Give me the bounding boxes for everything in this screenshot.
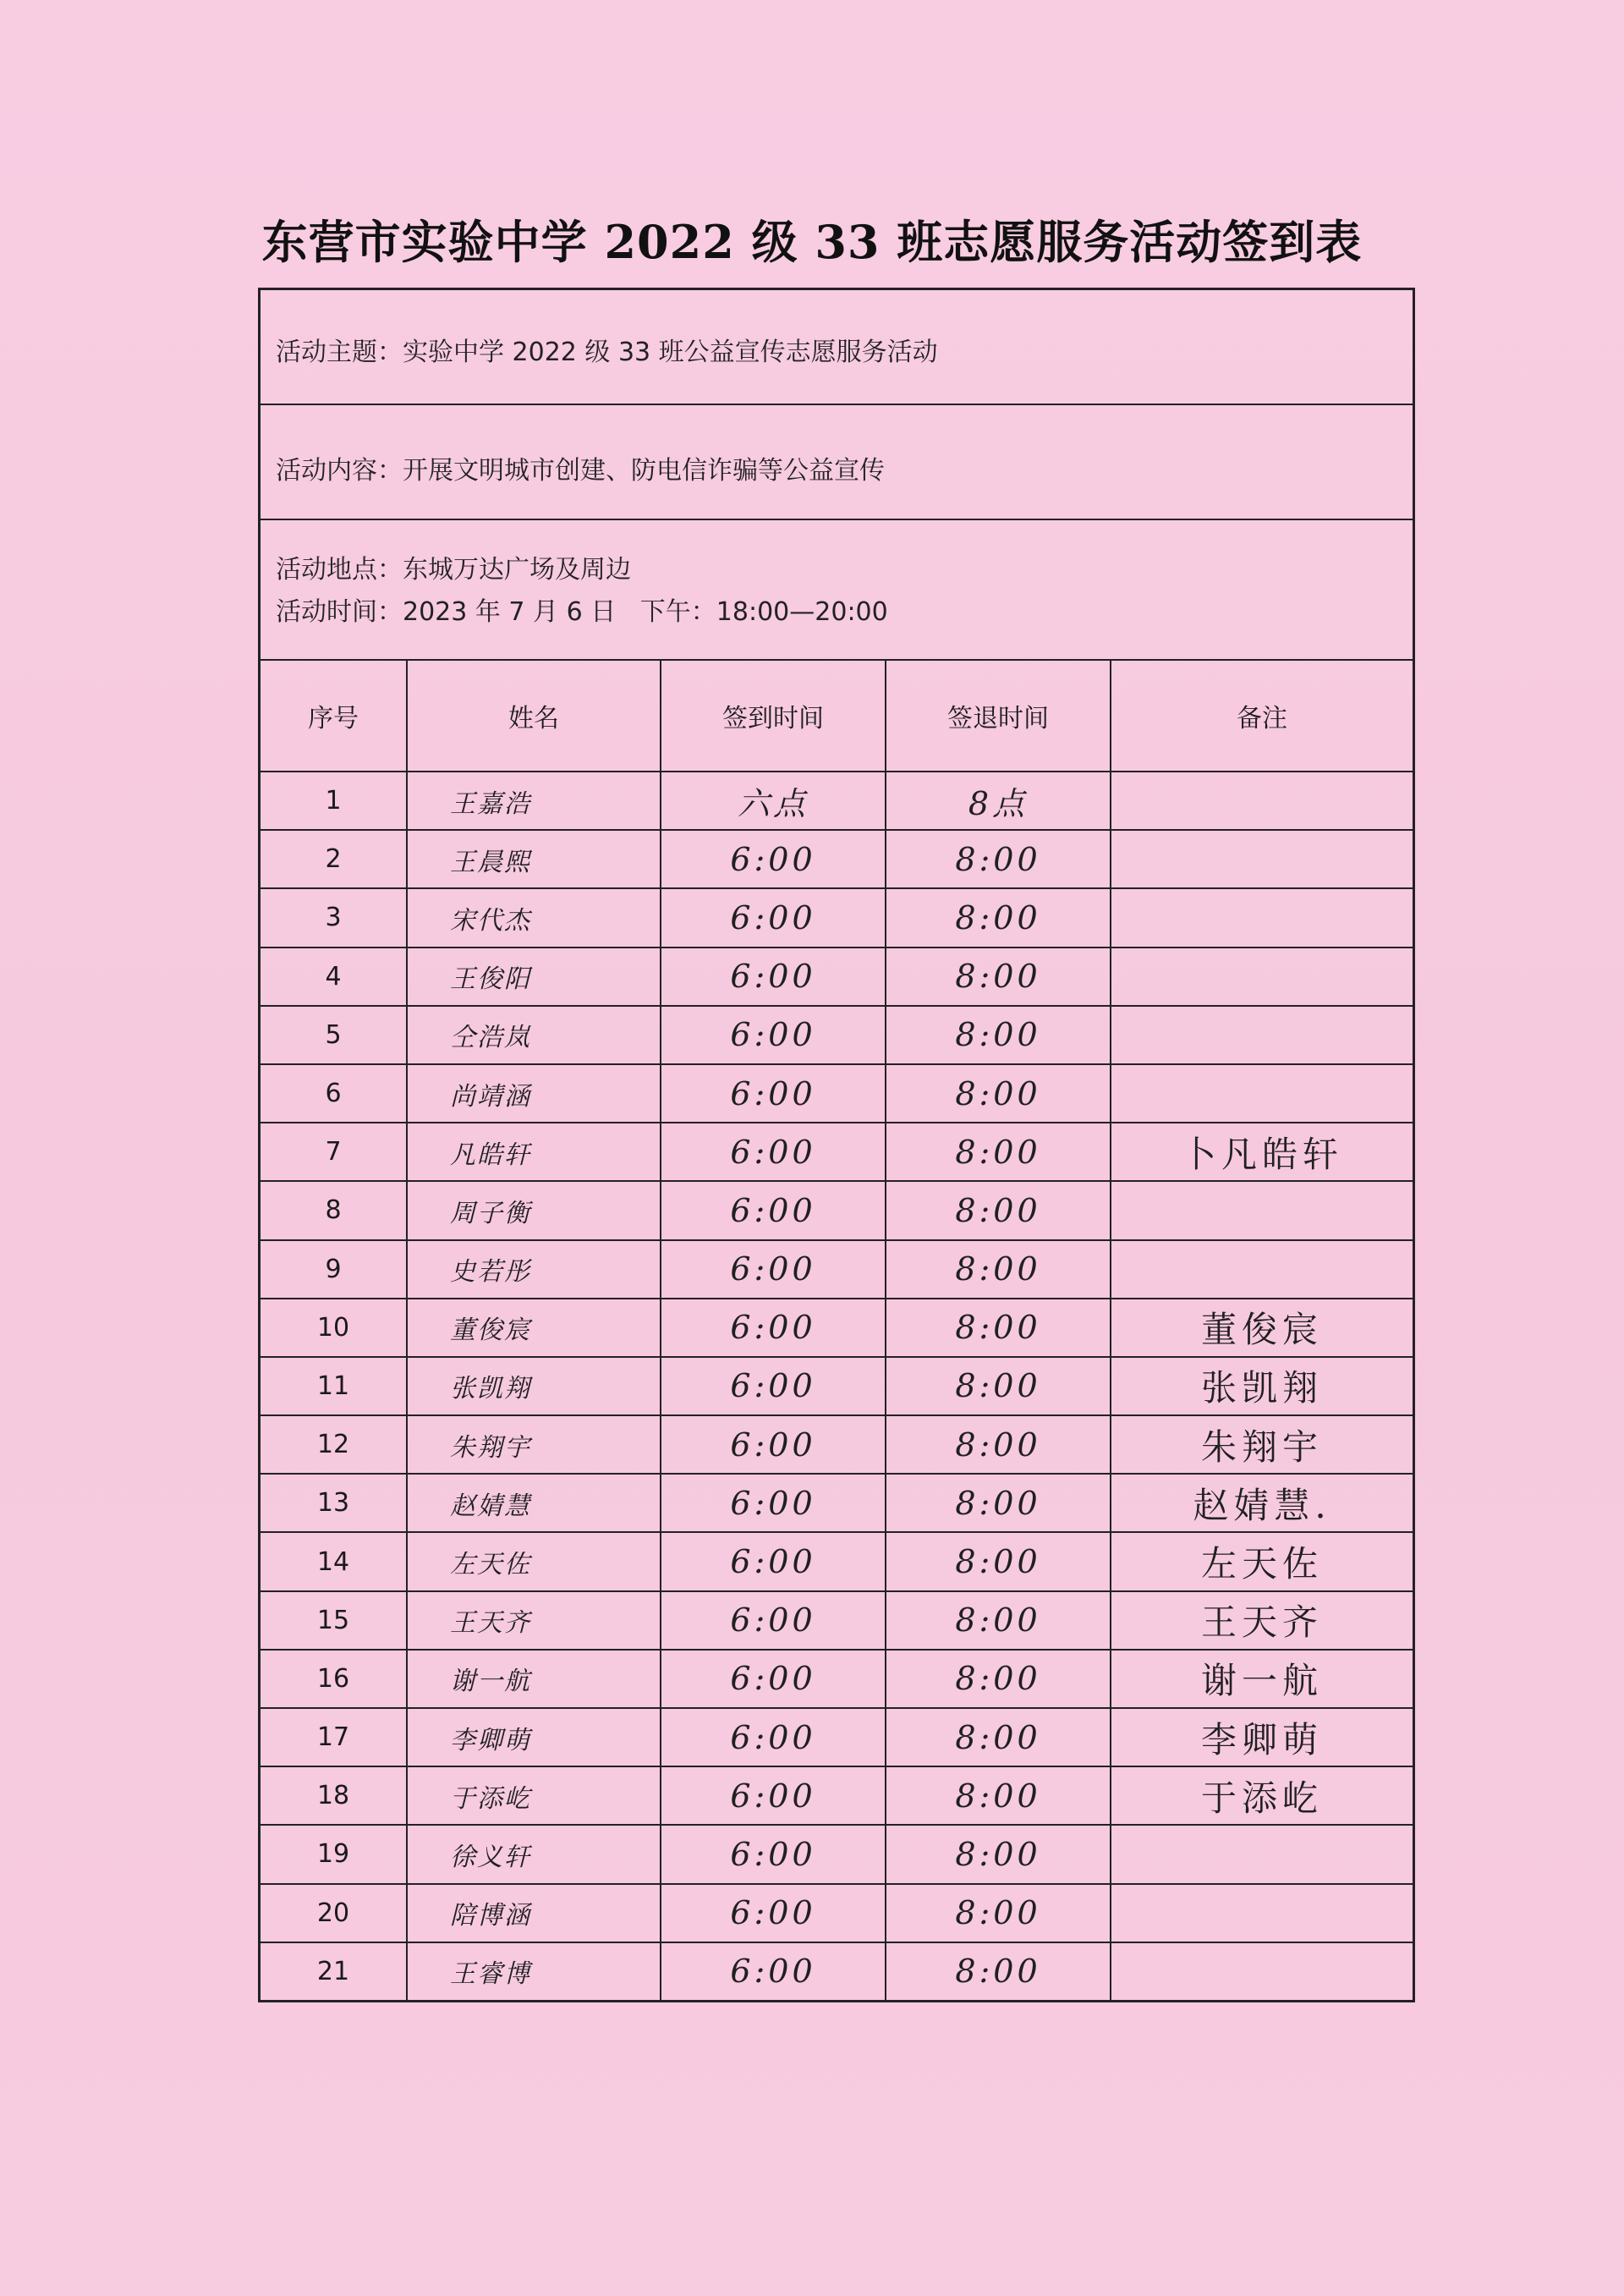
row-name-signature: 陪博涵 xyxy=(407,1884,661,1942)
table-header-row xyxy=(261,661,1413,772)
row-sign-out-time: 8:00 xyxy=(886,1064,1111,1123)
place-label: 活动地点： xyxy=(276,555,403,585)
row-name-signature: 王嘉浩 xyxy=(407,772,661,830)
row-number: 9 xyxy=(261,1240,407,1299)
row-sign-out-time: 8:00 xyxy=(886,1006,1111,1064)
table-row xyxy=(261,1415,1413,1474)
row-remark xyxy=(1111,772,1413,830)
table-row xyxy=(261,1650,1413,1708)
row-name-signature: 赵婧慧 xyxy=(407,1474,661,1532)
row-sign-in-time: 6:00 xyxy=(661,1240,886,1299)
row-sign-in-time: 6:00 xyxy=(661,1532,886,1590)
row-remark xyxy=(1111,1884,1413,1942)
row-number: 7 xyxy=(261,1123,407,1181)
row-remark: 左天佐 xyxy=(1111,1532,1413,1590)
row-sign-in-time: 6:00 xyxy=(661,830,886,888)
row-number: 15 xyxy=(261,1591,407,1650)
row-sign-in-time: 6:00 xyxy=(661,1181,886,1239)
row-number: 18 xyxy=(261,1766,407,1825)
row-name-signature: 左天佐 xyxy=(407,1532,661,1590)
document-title: 东营市实验中学 2022 级 33 班志愿服务活动签到表 xyxy=(261,215,1363,269)
table-row xyxy=(261,1006,1413,1064)
row-sign-in-time: 6:00 xyxy=(661,888,886,947)
row-number: 10 xyxy=(261,1299,407,1357)
header-remarks: 备注 xyxy=(1111,661,1413,772)
row-name-signature: 史若彤 xyxy=(407,1240,661,1299)
row-remark: 于添屹 xyxy=(1111,1766,1413,1825)
row-sign-in-time: 6:00 xyxy=(661,1708,886,1766)
table-row xyxy=(261,772,1413,830)
table-row xyxy=(261,830,1413,888)
row-name-signature: 谢一航 xyxy=(407,1650,661,1708)
table-row xyxy=(261,1591,1413,1650)
row-sign-out-time: 8:00 xyxy=(886,1181,1111,1239)
row-number: 16 xyxy=(261,1650,407,1708)
row-number: 19 xyxy=(261,1825,407,1883)
table-row xyxy=(261,1299,1413,1357)
table-row xyxy=(261,1240,1413,1299)
row-number: 20 xyxy=(261,1884,407,1942)
row-sign-out-time: 8:00 xyxy=(886,888,1111,947)
row-remark xyxy=(1111,1181,1413,1239)
row-name-signature: 于添屹 xyxy=(407,1766,661,1825)
row-remark: 董俊宸 xyxy=(1111,1299,1413,1357)
row-name-signature: 王睿博 xyxy=(407,1942,661,2000)
row-number: 21 xyxy=(261,1942,407,2000)
row-sign-out-time: 8:00 xyxy=(886,1474,1111,1532)
row-remark: 谢一航 xyxy=(1111,1650,1413,1708)
table-row xyxy=(261,1474,1413,1532)
row-sign-out-time: 8:00 xyxy=(886,1415,1111,1474)
row-sign-in-time: 6:00 xyxy=(661,1942,886,2000)
attendance-table xyxy=(261,661,1413,2000)
row-sign-in-time: 六点 xyxy=(661,772,886,830)
table-row xyxy=(261,1766,1413,1825)
row-sign-out-time: 8:00 xyxy=(886,1825,1111,1883)
row-remark: 卜凡皓轩 xyxy=(1111,1123,1413,1181)
row-name-signature: 张凯翔 xyxy=(407,1357,661,1415)
row-name-signature: 王天齐 xyxy=(407,1591,661,1650)
row-name-signature: 凡皓轩 xyxy=(407,1123,661,1181)
row-sign-in-time: 6:00 xyxy=(661,1299,886,1357)
row-sign-in-time: 6:00 xyxy=(661,948,886,1006)
row-remark: 李卿萌 xyxy=(1111,1708,1413,1766)
row-name-signature: 王晨熙 xyxy=(407,830,661,888)
row-name-signature: 李卿萌 xyxy=(407,1708,661,1766)
table-row xyxy=(261,1825,1413,1883)
row-number: 6 xyxy=(261,1064,407,1123)
row-name-signature: 徐义轩 xyxy=(407,1825,661,1883)
table-row xyxy=(261,1708,1413,1766)
place-value: 东城万达广场及周边 xyxy=(403,555,631,585)
row-sign-in-time: 6:00 xyxy=(661,1591,886,1650)
row-sign-out-time: 8:00 xyxy=(886,1240,1111,1299)
row-sign-out-time: 8:00 xyxy=(886,1884,1111,1942)
row-sign-out-time: 8:00 xyxy=(886,948,1111,1006)
row-sign-out-time: 8:00 xyxy=(886,1650,1111,1708)
row-remark: 赵婧慧. xyxy=(1111,1474,1413,1532)
row-sign-in-time: 6:00 xyxy=(661,1766,886,1825)
row-sign-in-time: 6:00 xyxy=(661,1064,886,1123)
row-sign-in-time: 6:00 xyxy=(661,1415,886,1474)
theme-value: 实验中学 2022 级 33 班公益宣传志愿服务活动 xyxy=(403,338,938,367)
row-name-signature: 董俊宸 xyxy=(407,1299,661,1357)
content-label: 活动内容： xyxy=(276,456,403,486)
row-sign-out-time: 8:00 xyxy=(886,1708,1111,1766)
table-row xyxy=(261,1123,1413,1181)
row-remark: 朱翔宇 xyxy=(1111,1415,1413,1474)
content-value: 开展文明城市创建、防电信诈骗等公益宣传 xyxy=(403,456,885,486)
row-remark xyxy=(1111,1064,1413,1123)
row-remark xyxy=(1111,1942,1413,2000)
row-sign-out-time: 8点 xyxy=(886,772,1111,830)
header-number: 序号 xyxy=(261,661,407,772)
info-theme-row xyxy=(261,290,1413,405)
row-remark xyxy=(1111,1825,1413,1883)
row-sign-out-time: 8:00 xyxy=(886,1123,1111,1181)
header-sign-in-time: 签到时间 xyxy=(661,661,886,772)
row-sign-out-time: 8:00 xyxy=(886,830,1111,888)
info-place-time-row xyxy=(261,520,1413,661)
row-name-signature: 王俊阳 xyxy=(407,948,661,1006)
table-row xyxy=(261,948,1413,1006)
row-name-signature: 周子衡 xyxy=(407,1181,661,1239)
row-number: 12 xyxy=(261,1415,407,1474)
sign-in-sheet xyxy=(258,288,1415,2002)
row-sign-in-time: 6:00 xyxy=(661,1825,886,1883)
row-number: 8 xyxy=(261,1181,407,1239)
time-label: 活动时间： xyxy=(276,597,403,627)
row-number: 4 xyxy=(261,948,407,1006)
row-remark xyxy=(1111,1006,1413,1064)
row-remark xyxy=(1111,888,1413,947)
info-content-row xyxy=(261,405,1413,520)
row-number: 17 xyxy=(261,1708,407,1766)
table-row xyxy=(261,1064,1413,1123)
theme-label: 活动主题： xyxy=(276,338,403,367)
row-sign-out-time: 8:00 xyxy=(886,1357,1111,1415)
row-sign-out-time: 8:00 xyxy=(886,1591,1111,1650)
table-row xyxy=(261,1532,1413,1590)
row-remark xyxy=(1111,1240,1413,1299)
row-name-signature: 尚靖涵 xyxy=(407,1064,661,1123)
table-row xyxy=(261,1357,1413,1415)
row-number: 13 xyxy=(261,1474,407,1532)
table-row xyxy=(261,1942,1413,2000)
row-sign-out-time: 8:00 xyxy=(886,1766,1111,1825)
row-number: 2 xyxy=(261,830,407,888)
row-sign-in-time: 6:00 xyxy=(661,1123,886,1181)
row-remark: 王天齐 xyxy=(1111,1591,1413,1650)
row-number: 5 xyxy=(261,1006,407,1064)
time-value: 2023 年 7 月 6 日 下午：18:00—20:00 xyxy=(403,597,888,627)
row-sign-out-time: 8:00 xyxy=(886,1532,1111,1590)
row-name-signature: 仝浩岚 xyxy=(407,1006,661,1064)
row-sign-in-time: 6:00 xyxy=(661,1357,886,1415)
row-sign-in-time: 6:00 xyxy=(661,1650,886,1708)
table-row xyxy=(261,1181,1413,1239)
row-number: 1 xyxy=(261,772,407,830)
row-number: 11 xyxy=(261,1357,407,1415)
row-sign-in-time: 6:00 xyxy=(661,1884,886,1942)
row-name-signature: 朱翔宇 xyxy=(407,1415,661,1474)
row-sign-out-time: 8:00 xyxy=(886,1942,1111,2000)
table-row xyxy=(261,888,1413,947)
row-sign-in-time: 6:00 xyxy=(661,1006,886,1064)
row-number: 3 xyxy=(261,888,407,947)
row-sign-out-time: 8:00 xyxy=(886,1299,1111,1357)
row-remark xyxy=(1111,830,1413,888)
row-name-signature: 宋代杰 xyxy=(407,888,661,947)
row-sign-in-time: 6:00 xyxy=(661,1474,886,1532)
row-remark xyxy=(1111,948,1413,1006)
header-sign-out-time: 签退时间 xyxy=(886,661,1111,772)
row-number: 14 xyxy=(261,1532,407,1590)
table-row xyxy=(261,1884,1413,1942)
header-name: 姓名 xyxy=(407,661,661,772)
row-remark: 张凯翔 xyxy=(1111,1357,1413,1415)
